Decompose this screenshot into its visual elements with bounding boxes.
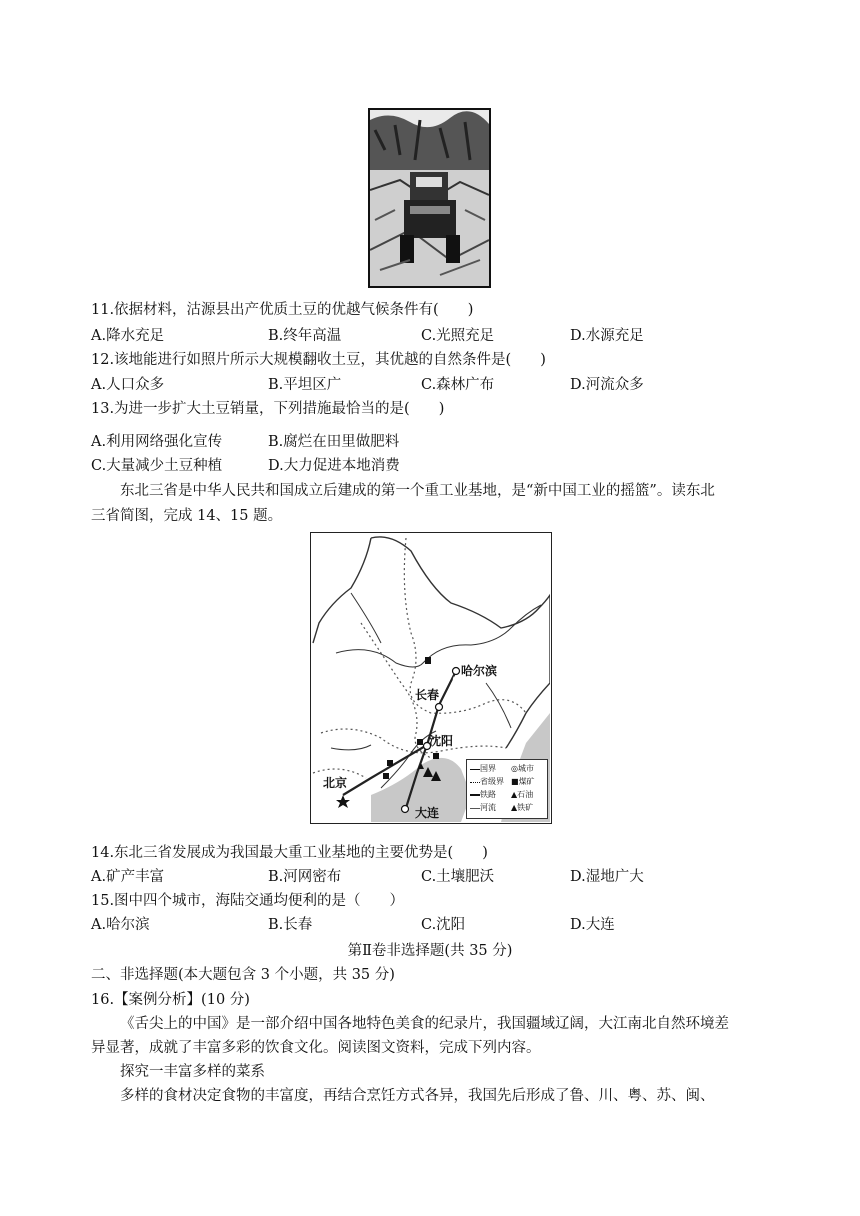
- legend-railway: 铁路: [480, 790, 496, 799]
- city-label-changchun: 长春: [415, 688, 440, 702]
- option-d: D.大力促进本地消费: [268, 458, 400, 474]
- q16-explore-heading: 探究一丰富多样的菜系: [120, 1064, 265, 1080]
- section-heading: 第Ⅱ卷非选择题(共 35 分): [347, 943, 513, 959]
- legend-river: 河流: [480, 803, 496, 812]
- question-15-stem: 15.图中四个城市，海陆交通均便利的是（ ）: [91, 893, 405, 909]
- option-a: A.利用网络强化宣传: [91, 434, 223, 450]
- question-12-stem: 12.该地能进行如照片所示大规模翻收土豆，其优越的自然条件是( ): [91, 352, 546, 368]
- option-c: C.森林广布: [421, 377, 495, 393]
- option-c: C.光照充足: [421, 328, 495, 344]
- option-c: C.土壤肥沃: [421, 869, 495, 885]
- city-label-shenyang: 沈阳: [429, 734, 454, 748]
- section-subheading: 二、非选择题(本大题包含 3 个小题，共 35 分): [91, 967, 395, 983]
- option-b: B.河网密布: [268, 869, 342, 885]
- option-c: C.大量减少土豆种植: [91, 458, 223, 474]
- legend-province: 省级界: [480, 777, 504, 786]
- question-14-stem: 14.东北三省发展成为我国最大重工业基地的主要优势是( ): [91, 845, 488, 861]
- option-c: C.沈阳: [421, 917, 466, 933]
- option-a: A.降水充足: [91, 328, 165, 344]
- legend-city: 城市: [517, 764, 534, 773]
- option-b: B.平坦区广: [268, 377, 342, 393]
- legend-coal: 煤矿: [518, 777, 535, 786]
- q16-paragraph-line1: 《舌尖上的中国》是一部介绍中国各地特色美食的纪录片，我国疆域辽阔，大江南北自然环境差: [120, 1016, 729, 1032]
- question-16-title: 16.【案例分析】(10 分): [91, 992, 250, 1008]
- northeast-china-map: [310, 532, 552, 824]
- option-d: D.大连: [570, 917, 615, 933]
- legend-oil: 石油: [517, 790, 534, 799]
- city-label-dalian: 大连: [415, 806, 440, 820]
- option-b: B.终年高温: [268, 328, 342, 344]
- option-d: D.湿地广大: [570, 869, 644, 885]
- legend-border: 国界: [480, 764, 496, 773]
- q16-paragraph2-line1: 多样的食材决定食物的丰富度，再结合烹饪方式各异，我国先后形成了鲁、川、粤、苏、闽、: [120, 1088, 715, 1104]
- option-d: D.河流众多: [570, 377, 644, 393]
- city-label-beijing: 北京: [323, 776, 348, 790]
- potato-harvest-photo: [368, 108, 491, 288]
- q16-paragraph-line2: 异显著，成就了丰富多彩的饮食文化。阅读图文资料，完成下列内容。: [91, 1040, 541, 1056]
- option-a: A.矿产丰富: [91, 869, 165, 885]
- question-11-stem: 11.依据材料，沽源县出产优质土豆的优越气候条件有( ): [91, 302, 474, 318]
- option-a: A.哈尔滨: [91, 917, 150, 933]
- city-label-harbin: 哈尔滨: [461, 664, 498, 678]
- map-legend: 国界 ◎城市 省级界 ■煤矿 铁路 ▲石油 河流 ▲铁矿: [466, 759, 548, 819]
- option-d: D.水源充足: [570, 328, 644, 344]
- intro-paragraph-line1: 东北三省是中华人民共和国成立后建成的第一个重工业基地，是“新中国工业的摇篮”。读东北: [120, 483, 715, 499]
- option-a: A.人口众多: [91, 377, 165, 393]
- question-13-stem: 13.为进一步扩大土豆销量，下列措施最恰当的是( ): [91, 401, 445, 417]
- intro-paragraph-line2: 三省简图，完成 14、15 题。: [91, 508, 283, 524]
- legend-iron: 铁矿: [517, 803, 534, 812]
- option-b: B.长春: [268, 917, 313, 933]
- option-b: B.腐烂在田里做肥料: [268, 434, 400, 450]
